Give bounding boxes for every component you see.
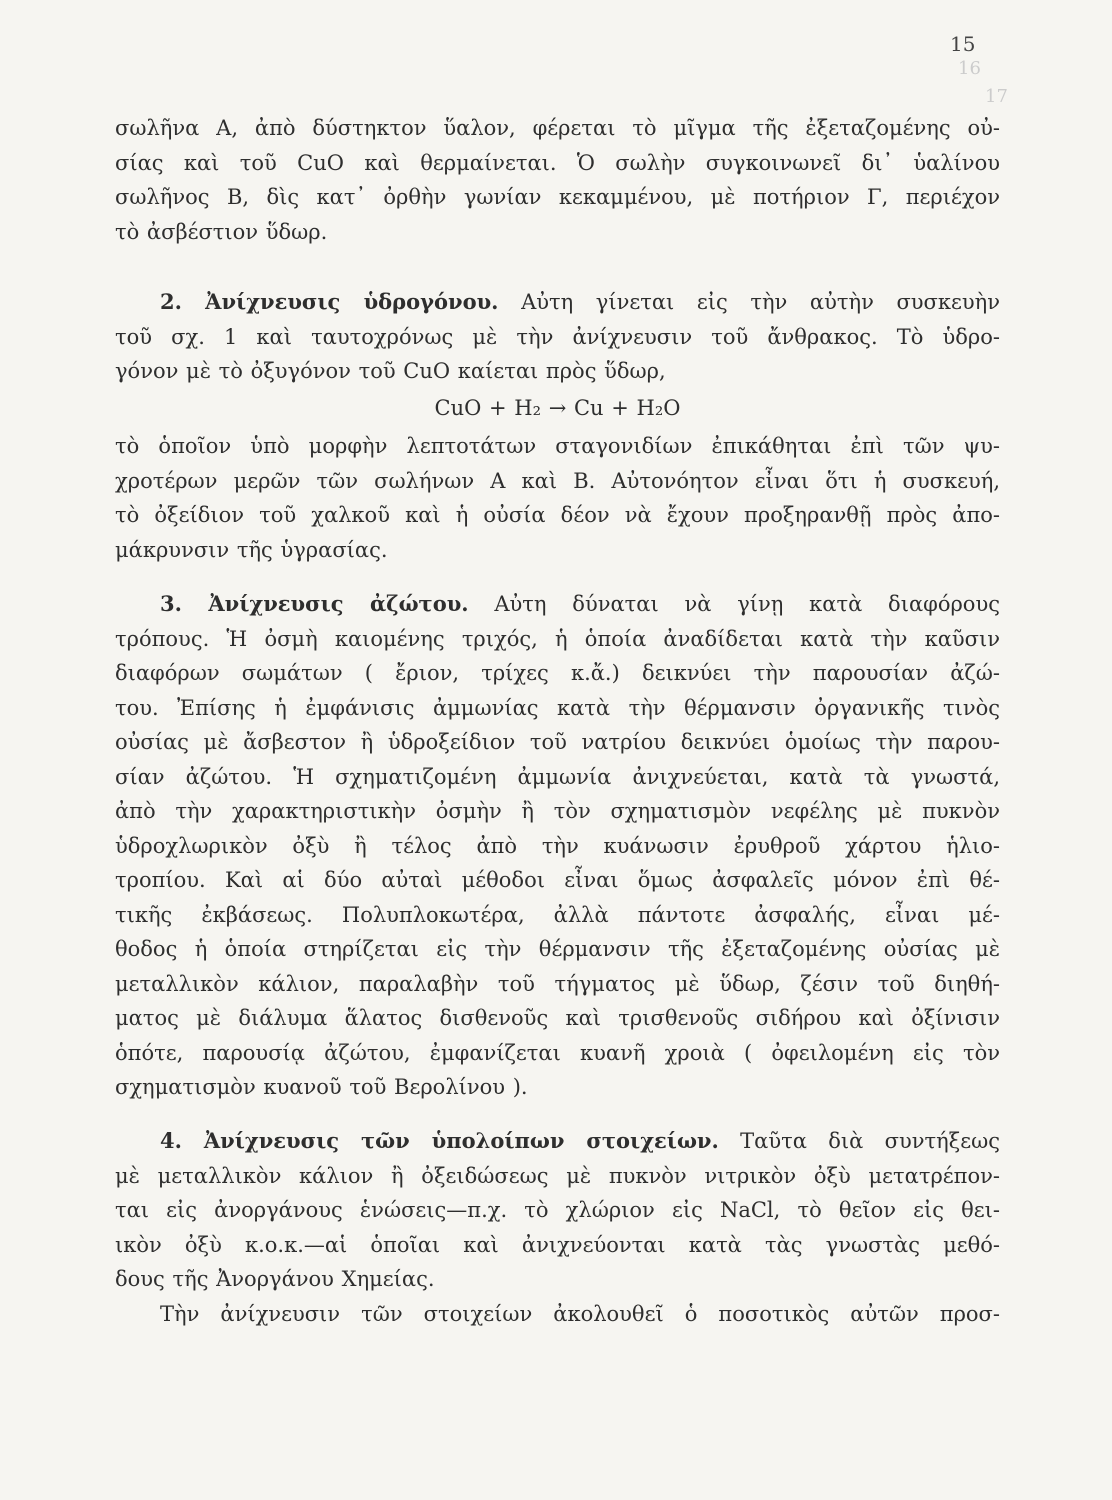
line-text: διαφόρων σωμάτων ( ἔριον, τρίχες κ.ἄ.) δεικνύει τὴν παρουσίαν ἀζώ-: [115, 661, 1000, 685]
line-text: μάκρυνσιν τῆς ὑγρασίας.: [115, 538, 388, 562]
text-line: [115, 217, 1000, 247]
line-text: τὸ ἀσβέστιον ὕδωρ.: [115, 220, 328, 244]
line-text: γόνον μὲ τὸ ὀξυγόνον τοῦ CuO καίεται πρὸς ὕδωρ,: [115, 359, 666, 383]
line-text: μὲ μεταλλικὸν κάλιον ἢ ὀξειδώσεως μὲ πυκνὸν νιτρικὸν ὀξὺ μετατρέπον-: [115, 1164, 1000, 1188]
text-line: [115, 500, 1000, 530]
text-line: [115, 900, 1000, 930]
line-text: δους τῆς Ἀνοργάνου Χημείας.: [115, 1267, 435, 1291]
text-line: [115, 969, 1000, 999]
line-text: ὑδροχλωρικὸν ὀξὺ ἢ τέλος ἀπὸ τὴν κυάνωσιν ἐρυθροῦ χάρτου ἡλιο-: [115, 834, 1000, 858]
section-heading: 3. Ἀνίχνευσις ἀζώτου.: [160, 591, 469, 616]
line-text: Τὴν ἀνίχνευσιν τῶν στοιχείων ἀκολουθεῖ ὁ ποσοτικὸς αὐτῶν προσ-: [160, 1302, 1000, 1326]
line-text: του. Ἐπίσης ἡ ἐμφάνισις ἀμμωνίας κατὰ τὴν θέρμανσιν ὀργανικῆς τινὸς: [115, 696, 1000, 720]
text-line: [115, 356, 1000, 386]
text-line: [115, 113, 1000, 143]
text-line: [115, 934, 1000, 964]
line-text: σχηματισμὸν κυανοῦ τοῦ Βερολίνου ).: [115, 1075, 528, 1099]
text-line: [115, 1230, 1000, 1260]
text-line: [115, 831, 1000, 861]
text-line: [115, 1264, 1000, 1294]
text-line: [115, 466, 1000, 496]
line-text: ἀπὸ τὴν χαρακτηριστικὴν ὀσμὴν ἢ τὸν σχηματισμὸν νεφέλης μὲ πυκνὸν: [115, 799, 1000, 823]
text-line: [115, 693, 1000, 723]
line-text: τικῆς ἐκβάσεως. Πολυπλοκωτέρα, ἀλλὰ πάντοτε ἀσφαλής, εἶναι μέ-: [115, 903, 1000, 927]
line-text: σωλῆνος Β, δὶς κατ᾿ ὀρθὴν γωνίαν κεκαμμένου, μὲ ποτήριον Γ, περιέχον: [115, 185, 1000, 209]
text-line: [115, 1038, 1000, 1068]
text-line: [115, 1003, 1000, 1033]
line-text: τρόπους. Ἡ ὀσμὴ καιομένης τριχός, ἡ ὁποία ἀναδίδεται κατὰ τὴν καῦσιν: [115, 627, 1000, 651]
line-text: τροπίου. Καὶ αἱ δύο αὐταὶ μέθοδοι εἶναι ὅμως ἀσφαλεῖς μόνον ἐπὶ θέ-: [115, 868, 1000, 892]
line-text: Αὐτη γίνεται εἰς τὴν αὐτὴν συσκευὴν: [498, 290, 1000, 314]
page-number: 15: [950, 32, 976, 56]
line-text: οὐσίας μὲ ἄσβεστον ἢ ὑδροξείδιον τοῦ νατρίου δεικνύει ὁμοίως τὴν παρου-: [115, 730, 1000, 754]
line-text: σίαν ἀζώτου. Ἡ σχηματιζομένη ἀμμωνία ἀνιχνεύεται, κατὰ τὰ γνωστά,: [115, 765, 1000, 789]
line-text: θοδος ἡ ὁποία στηρίζεται εἰς τὴν θέρμανσιν τῆς ἐξεταζομένης οὐσίας μὲ: [115, 937, 1000, 961]
text-line: [115, 796, 1000, 826]
section-heading-line: [160, 1126, 1000, 1156]
section-heading-line: [160, 287, 1000, 317]
section-heading-line: [160, 589, 1000, 619]
line-text: ὁπότε, παρουσίᾳ ἀζώτου, ἐμφανίζεται κυανῆ χροιὰ ( ὀφειλομένη εἰς τὸν: [115, 1041, 1000, 1065]
chemical-equation: [115, 393, 1000, 423]
section-heading: 2. Ἀνίχνευσις ὑδρογόνου.: [160, 289, 499, 314]
text-line: [115, 148, 1000, 178]
text-line: [115, 762, 1000, 792]
text-line: [160, 1299, 1000, 1329]
line-text: χροτέρων μερῶν τῶν σωλήνων Α καὶ Β. Αὐτονόητον εἶναι ὅτι ἡ συσκευή,: [115, 469, 1000, 493]
bleed-through-page-number: 17: [985, 86, 1008, 107]
line-text: τὸ ὁποῖον ὑπὸ μορφὴν λεπτοτάτων σταγονιδίων ἐπικάθηται ἐπὶ τῶν ψυ-: [115, 434, 1000, 458]
line-text: ικὸν ὀξὺ κ.ο.κ.—αἱ ὁποῖαι καὶ ἀνιχνεύονται κατὰ τὰς γνωστὰς μεθό-: [115, 1233, 1000, 1257]
line-text: μεταλλικὸν κάλιον, παραλαβὴν τοῦ τήγματος μὲ ὕδωρ, ζέσιν τοῦ διηθή-: [115, 972, 1000, 996]
bleed-through-page-number: 16: [958, 58, 981, 79]
line-text: σωλῆνα Α, ἀπὸ δύστηκτον ὕαλον, φέρεται τὸ μῖγμα τῆς ἐξεταζομένης οὐ-: [115, 116, 1000, 140]
section-heading: 4. Ἀνίχνευσις τῶν ὑπολοίπων στοιχείων.: [160, 1128, 719, 1153]
text-line: [115, 1161, 1000, 1191]
text-line: [115, 535, 1000, 565]
text-line: [115, 865, 1000, 895]
line-text: σίας καὶ τοῦ CuO καὶ θερμαίνεται. Ὁ σωλὴν συγκοινωνεῖ δι᾿ ὑαλίνου: [115, 151, 1000, 175]
line-text: ματος μὲ διάλυμα ἅλατος δισθενοῦς καὶ τρισθενοῦς σιδήρου καὶ ὀξίνισιν: [115, 1006, 1000, 1030]
text-line: [115, 431, 1000, 461]
text-line: [115, 182, 1000, 212]
line-text: ται εἰς ἀνοργάνους ἑνώσεις—π.χ. τὸ χλώριον εἰς NaCl, τὸ θεῖον εἰς θει-: [115, 1198, 1000, 1222]
text-line: [115, 658, 1000, 688]
text-line: [115, 1072, 1000, 1102]
text-line: [115, 624, 1000, 654]
line-text: τοῦ σχ. 1 καὶ ταυτοχρόνως μὲ τὴν ἀνίχνευσιν τοῦ ἄνθρακος. Τὸ ὑδρο-: [115, 325, 1000, 349]
line-text: CuO + H₂ → Cu + H₂O: [434, 396, 681, 420]
text-line: [115, 1195, 1000, 1225]
text-line: [115, 727, 1000, 757]
text-line: [115, 322, 1000, 352]
line-text: τὸ ὀξείδιον τοῦ χαλκοῦ καὶ ἡ οὐσία δέον νὰ ἔχουν προξηρανθῇ πρὸς ἀπο-: [115, 503, 1000, 527]
line-text: Ταῦτα διὰ συντήξεως: [718, 1129, 1001, 1153]
line-text: Αὐτη δύναται νὰ γίνῃ κατὰ διαφόρους: [468, 592, 1000, 616]
